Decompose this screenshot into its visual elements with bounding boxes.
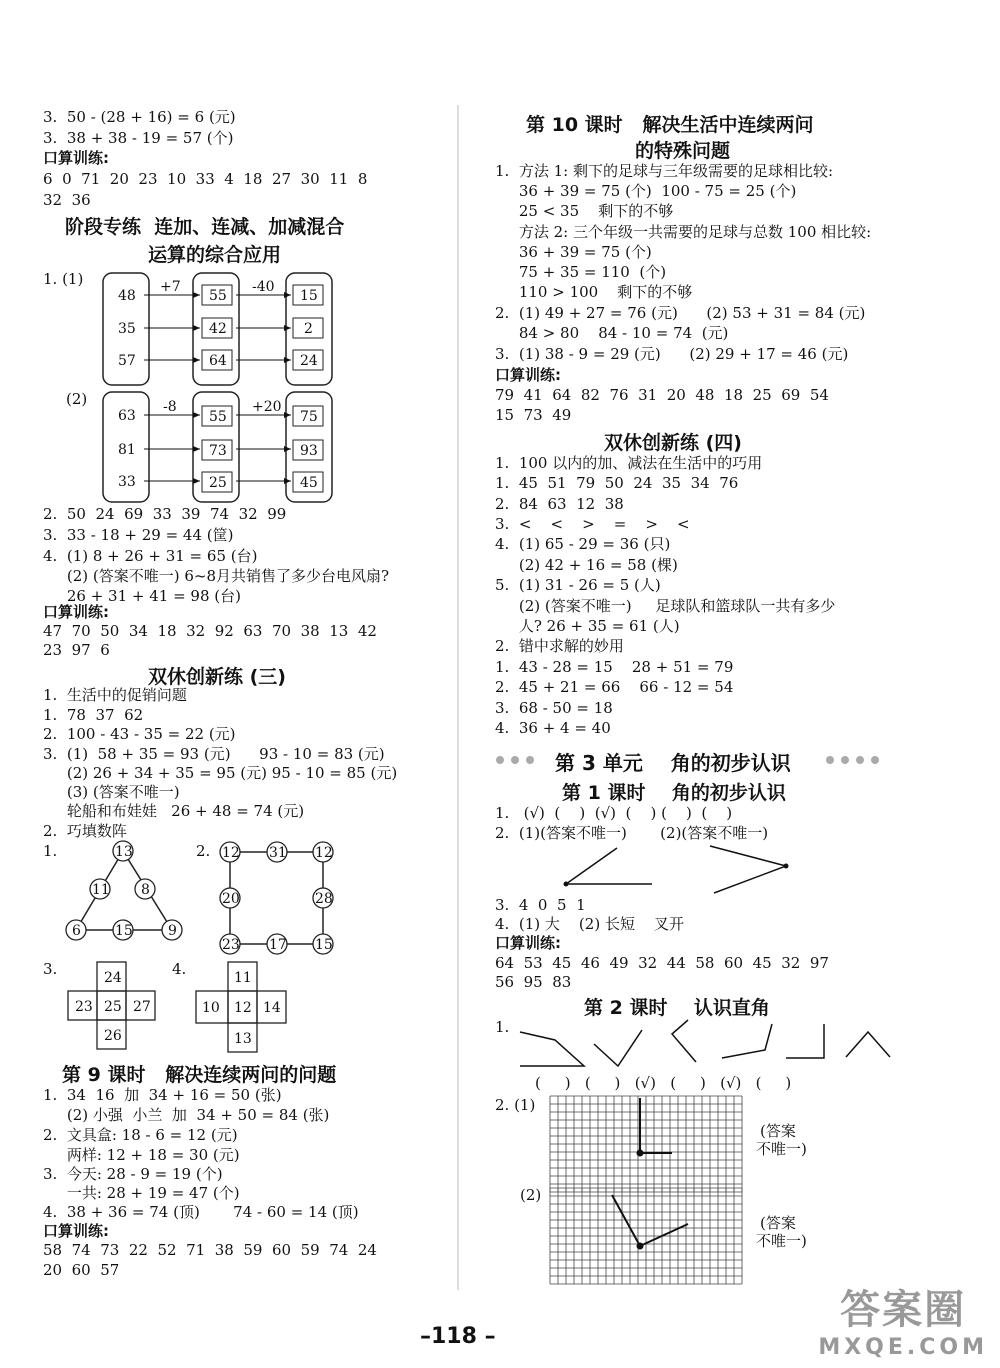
answer-line: 3. (1) 58 + 35 = 93 (元) 93 - 10 = 83 (元) [43, 745, 385, 763]
answer-line: 2. 巧填数阵 [43, 822, 127, 840]
question-label: 1. [495, 1018, 510, 1036]
answer-line: 3. 68 - 50 = 18 [495, 699, 613, 717]
answer-line: (3) (答案不唯一) [43, 783, 180, 801]
answer-line: 2. 错中求解的妙用 [495, 637, 624, 655]
question-label: (2) [66, 390, 88, 408]
kousuan-values: 56 95 83 [495, 973, 572, 991]
answer-line: 1. 方法 1: 剩下的足球与三年级需要的足球相比较: [495, 162, 834, 180]
kousuan-values: 58 74 73 22 52 71 38 59 60 59 74 24 [43, 1241, 377, 1259]
diagram-value: 15 [300, 288, 318, 304]
section-title: 双休创新练 (四) [604, 432, 742, 454]
section-title: 第 10 课时 解决生活中连续两问 [526, 114, 814, 136]
answer-line: 1. 生活中的促销问题 [43, 686, 187, 704]
diagram-op: -8 [163, 399, 177, 415]
diagram-op: -40 [252, 279, 275, 295]
answer-line: 2. (1) 49 + 27 = 76 (元) (2) 53 + 31 = 84 (元) [495, 304, 866, 322]
diagram-value: 45 [300, 475, 318, 491]
section-title: 运算的综合应用 [148, 244, 282, 266]
answer-line: 人? 26 + 35 = 61 (人) [495, 617, 680, 635]
answer-line: 1. 78 37 62 [43, 706, 144, 724]
answer-line: 4. 38 + 36 = 74 (顶) 74 - 60 = 14 (顶) [43, 1203, 359, 1221]
kousuan-values: 47 70 50 34 18 32 92 63 70 38 13 42 [43, 622, 377, 640]
puzzle-node: 8 [141, 882, 150, 898]
puzzle-node: 12 [315, 845, 333, 861]
puzzle-label: 2. [196, 842, 211, 860]
puzzle-node: 6 [72, 923, 81, 939]
answer-line: (2) (答案不唯一) 6~8月共销售了多少台电风扇? [43, 567, 390, 585]
puzzle-node: 13 [115, 844, 133, 860]
grid-cell: 23 [75, 999, 93, 1015]
question-label: 1. (1) [43, 270, 84, 288]
check-marks: ( ) ( ) (√) ( ) (√) ( ) [535, 1074, 792, 1092]
kousuan-values: 32 36 [43, 191, 91, 209]
answer-line: 5. (1) 31 - 26 = 5 (人) [495, 576, 661, 594]
answer-line: 方法 2: 三个年级一共需要的足球与总数 100 相比较: [495, 223, 872, 241]
answer-line: (2) (答案不唯一) 足球队和篮球队一共有多少 [495, 597, 836, 615]
answer-line: 4. 36 + 4 = 40 [495, 719, 611, 737]
puzzle-node: 9 [168, 923, 177, 939]
answer-line: 2. 文具盒: 18 - 6 = 12 (元) [43, 1126, 238, 1144]
answer-line: 3. 今天: 28 - 9 = 19 (个) [43, 1165, 223, 1183]
answer-line: 两样: 12 + 18 = 30 (元) [43, 1146, 240, 1164]
puzzle-node: 28 [315, 891, 333, 907]
kousuan-values: 23 97 6 [43, 641, 110, 659]
diagram-value: 35 [118, 321, 136, 337]
diagram-op: +20 [252, 399, 282, 415]
answer-line: 3. 4 0 5 1 [495, 896, 586, 914]
answer-line: 36 + 39 = 75 (个) [495, 243, 652, 261]
answer-line: 2. 45 + 21 = 66 66 - 12 = 54 [495, 678, 734, 696]
answer-line: 84 > 80 84 - 10 = 74 (元) [495, 324, 729, 342]
diagram-value: 81 [118, 442, 136, 458]
answer-line: 1. 43 - 28 = 15 28 + 51 = 79 [495, 658, 734, 676]
grid-cell: 25 [104, 999, 122, 1015]
diagram-value: 2 [304, 321, 313, 337]
puzzle-node: 12 [222, 845, 240, 861]
grid-cell: 13 [234, 1031, 252, 1047]
puzzle-node: 15 [315, 937, 333, 953]
answer-line: 3. (1) 38 - 9 = 29 (元) (2) 29 + 17 = 46 (元) [495, 345, 849, 363]
note: (答案 [760, 1214, 796, 1232]
watermark-url: MXQE.COM [818, 1335, 988, 1360]
diagram-value: 55 [209, 288, 227, 304]
grid-drawings [0, 0, 1, 1]
kousuan-values: 20 60 57 [43, 1261, 120, 1279]
answer-line: 2. 84 63 12 38 [495, 495, 624, 513]
grid-cell: 14 [263, 1000, 281, 1016]
unit-title: 第 3 单元 角的初步认识 [555, 751, 791, 775]
answer-line: 4. (1) 8 + 26 + 31 = 65 (台) [43, 547, 258, 565]
puzzle-node: 15 [115, 923, 133, 939]
kousuan-label: 口算训练: [43, 149, 109, 167]
diagram-value: 75 [300, 409, 318, 425]
answer-line: 110 > 100 剩下的不够 [495, 283, 693, 301]
answer-line: 1. 45 51 79 50 24 35 34 76 [495, 474, 739, 492]
puzzle-node: 23 [222, 937, 240, 953]
puzzle-label: 4. [172, 960, 187, 978]
diagram-value: 42 [209, 321, 227, 337]
puzzle-node: 17 [269, 937, 287, 953]
diagram-value: 55 [209, 409, 227, 425]
diagram-value: 93 [300, 443, 318, 459]
note: (答案 [760, 1122, 796, 1140]
watermark [818, 1278, 988, 1360]
lesson-title: 第 2 课时 认识直角 [584, 997, 770, 1019]
grid-cell: 24 [104, 970, 122, 986]
diagram-op: +7 [160, 279, 181, 295]
kousuan-label: 口算训练: [495, 934, 561, 952]
answer-line: 1. 100 以内的加、减法在生活中的巧用 [495, 454, 763, 472]
lesson-title: 第 1 课时 角的初步认识 [562, 782, 786, 804]
answer-line: (2) 26 + 34 + 35 = 95 (元) 95 - 10 = 85 (元) [43, 764, 398, 782]
answer-line: 25 < 35 剩下的不够 [495, 202, 674, 220]
answer-line: 3. 38 + 38 - 19 = 57 (个) [43, 129, 234, 147]
question-label: 2. (1) [495, 1096, 536, 1114]
kousuan-label: 口算训练: [43, 603, 109, 621]
answer-line: 2. 50 24 69 33 39 74 32 99 [43, 505, 287, 523]
answer-line: 轮船和布娃娃 26 + 48 = 74 (元) [43, 802, 305, 820]
answer-line: 4. (1) 65 - 29 = 36 (只) [495, 535, 671, 553]
kousuan-values: 6 0 71 20 23 10 33 4 18 27 30 11 8 [43, 170, 368, 188]
answer-line: 3. < < > = > < [495, 515, 690, 533]
note: 不唯一) [756, 1140, 807, 1158]
grid-cell: 12 [234, 1000, 252, 1016]
answer-line: 2. (1)(答案不唯一) (2)(答案不唯一) [495, 824, 769, 842]
section-title: 的特殊问题 [635, 140, 731, 162]
answer-line: 3. 50 - (28 + 16) = 6 (元) [43, 108, 236, 126]
diagram-value: 48 [118, 288, 136, 304]
answer-line: 3. 33 - 18 + 29 = 44 (筐) [43, 526, 234, 544]
answer-line: (2) 小强 小兰 加 34 + 50 = 84 (张) [43, 1106, 330, 1124]
answer-line: 4. (1) 大 (2) 长短 叉开 [495, 915, 685, 933]
answer-line: 75 + 35 = 110 (个) [495, 263, 667, 281]
kousuan-values: 64 53 45 46 49 32 44 58 60 45 32 97 [495, 954, 829, 972]
grid-cell: 11 [234, 970, 252, 986]
diagram-value: 63 [118, 408, 136, 424]
answer-line: 2. 100 - 43 - 35 = 22 (元) [43, 725, 236, 743]
kousuan-label: 口算训练: [43, 1222, 109, 1240]
diagram-value: 64 [209, 353, 227, 369]
page-number: –118 – [420, 1324, 496, 1349]
section-title: 双休创新练 (三) [148, 666, 286, 688]
section-title: 阶段专练 连加、连减、加减混合 [65, 216, 345, 238]
note: 不唯一) [756, 1232, 807, 1250]
answer-line: (2) 42 + 16 = 58 (棵) [495, 556, 678, 574]
puzzle-node: 31 [269, 845, 287, 861]
diagram-value: 73 [209, 443, 227, 459]
grid-cell: 26 [104, 1028, 122, 1044]
grid-cell: 27 [133, 999, 151, 1015]
kousuan-label: 口算训练: [495, 366, 561, 384]
question-label: (2) [520, 1186, 542, 1204]
diagram-value: 24 [300, 353, 318, 369]
diagram-value: 25 [209, 475, 227, 491]
section-title: 第 9 课时 解决连续两问的问题 [62, 1064, 337, 1086]
kousuan-values: 15 73 49 [495, 406, 572, 424]
answer-line: 1. (√) ( ) (√) ( ) ( ) ( ) [495, 804, 733, 822]
puzzle-label: 3. [43, 960, 58, 978]
diagram-value: 33 [118, 474, 136, 490]
grid-cell: 10 [202, 1000, 220, 1016]
kousuan-values: 79 41 64 82 76 31 20 48 18 25 69 54 [495, 386, 829, 404]
puzzle-label: 1. [43, 842, 58, 860]
answer-line: 26 + 31 + 41 = 98 (台) [43, 587, 241, 605]
answer-line: 36 + 39 = 75 (个) 100 - 75 = 25 (个) [495, 182, 797, 200]
puzzle-node: 20 [222, 891, 240, 907]
answer-line: 1. 34 16 加 34 + 16 = 50 (张) [43, 1086, 282, 1104]
answer-line: 一共: 28 + 19 = 47 (个) [43, 1184, 240, 1202]
diagram-value: 57 [118, 353, 136, 369]
puzzle-node: 11 [92, 882, 110, 898]
watermark-text: 答案圈 [840, 1287, 967, 1333]
